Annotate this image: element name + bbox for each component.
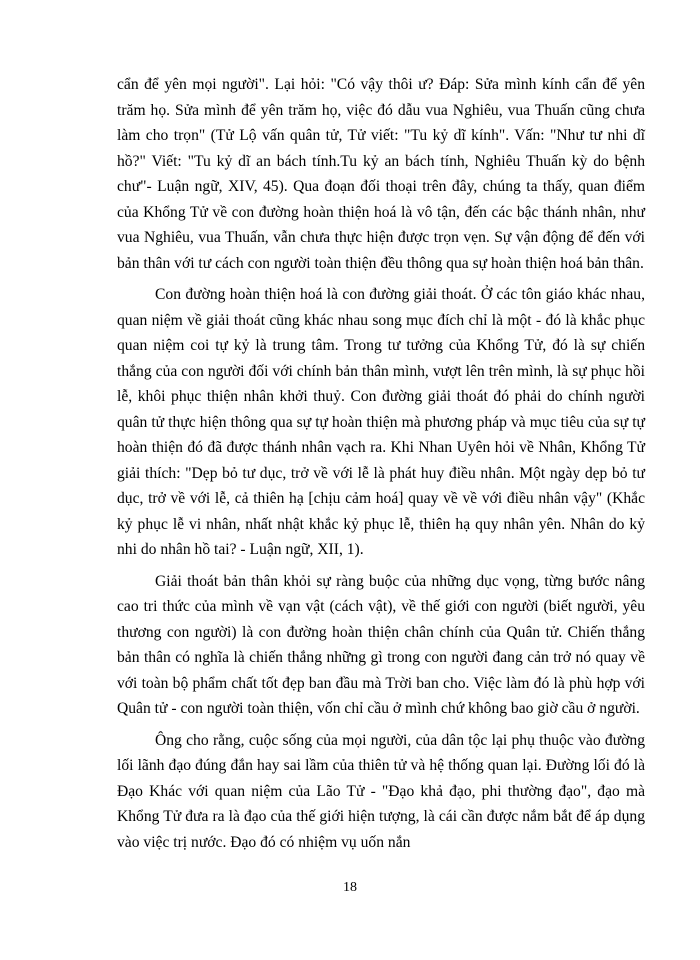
paragraph-1: cẩn để yên mọi người". Lại hỏi: "Có vậy thôi ư? Đáp: Sửa mình kính cẩn để yên trăm họ. Sửa mình để yên trăm họ, việc đó dẫu vua Nghiêu, vua Thuấn cũng chưa làm cho trọn" (Tử Lộ vấn quân tử, Tử viết: "Tu kỷ dĩ kính". Vấn: "Như tư nhi dĩ hồ?" Viết: "Tu kỷ dĩ an bách tính.Tu kỷ an bách tính, Nghiêu Thuấn kỳ do bệnh chư"- Luận ngữ, XIV, 45). Qua đoạn đối thoại trên đây, chúng ta thấy, quan điểm của Khổng Tử về con đường hoàn thiện hoá là vô tận, đến các bậc thánh nhân, như vua Nghiêu, vua Thuấn, vẫn chưa thực hiện được trọn vẹn. Sự vận động để đến với bản thân với tư cách con người toàn thiện đều thông qua sự hoàn thiện hoá bản thân. <box>117 76 645 272</box>
page-number: 18 <box>343 880 357 895</box>
paragraph-2: Con đường hoàn thiện hoá là con đường giải thoát. Ở các tôn giáo khác nhau, quan niệm về giải thoát cũng khác nhau song mục đích chỉ là một - đó là khắc phục quan niệm coi tự kỷ là trung tâm. Trong tư tưởng của Khổng Tử, đó là sự chiến thắng của con người đối với chính bản thân mình, vượt lên trên mình, là sự phục hồi lễ, khôi phục thiện nhân khởi thuỷ. Con đường giải thoát đó phải do chính người quân tử thực hiện thông qua sự tự hoàn thiện mà phương pháp và mục tiêu của sự tự hoàn thiện đó đã được thánh nhân vạch ra. Khi Nhan Uyên hỏi về Nhân, Khổng Tử giải thích: "Dẹp bỏ tư dục, trở về với lễ là phát huy điều nhân. Một ngày dẹp bỏ tư dục, trở về với lễ, cả thiên hạ [chịu cảm hoá] quay về về với điều nhân vậy" (Khắc kỷ phục lễ vi nhân, nhất nhật khắc kỷ phục lễ, thiên hạ quy nhân yên. Nhân do kỷ nhi do nhân hồ tai? - Luận ngữ, XII, 1). <box>117 286 645 558</box>
body-text <box>117 72 645 861</box>
paragraph-4: Ông cho rằng, cuộc sống của mọi người, của dân tộc lại phụ thuộc vào đường lối lãnh đạo đúng đắn hay sai lầm của thiên tử và hệ thống quan lại. Đường lối đó là Đạo Khác với quan niệm của Lão Tử - "Đạo khả đạo, phi thường đạo", đạo mà Khổng Tử đưa ra là đạo của thế giới hiện tượng, là cái cần được nắm bắt để áp dụng vào việc trị nước. Đạo đó có nhiệm vụ uốn nắn <box>117 731 645 851</box>
paragraph-3: Giải thoát bản thân khỏi sự ràng buộc của những dục vọng, từng bước nâng cao tri thức của mình về vạn vật (cách vật), về thế giới con người (biết người, yêu thương con người) là con đường hoàn thiện chân chính của Quân tử. Chiến thắng bản thân có nghĩa là chiến thắng những gì trong con người đang cản trở nó quay về với toàn bộ phẩm chất tốt đẹp ban đầu mà Trời ban cho. Việc làm đó là phù hợp với Quân tử - con người toàn thiện, vốn chỉ cầu ở mình chứ không bao giờ cầu ở người. <box>117 572 645 717</box>
